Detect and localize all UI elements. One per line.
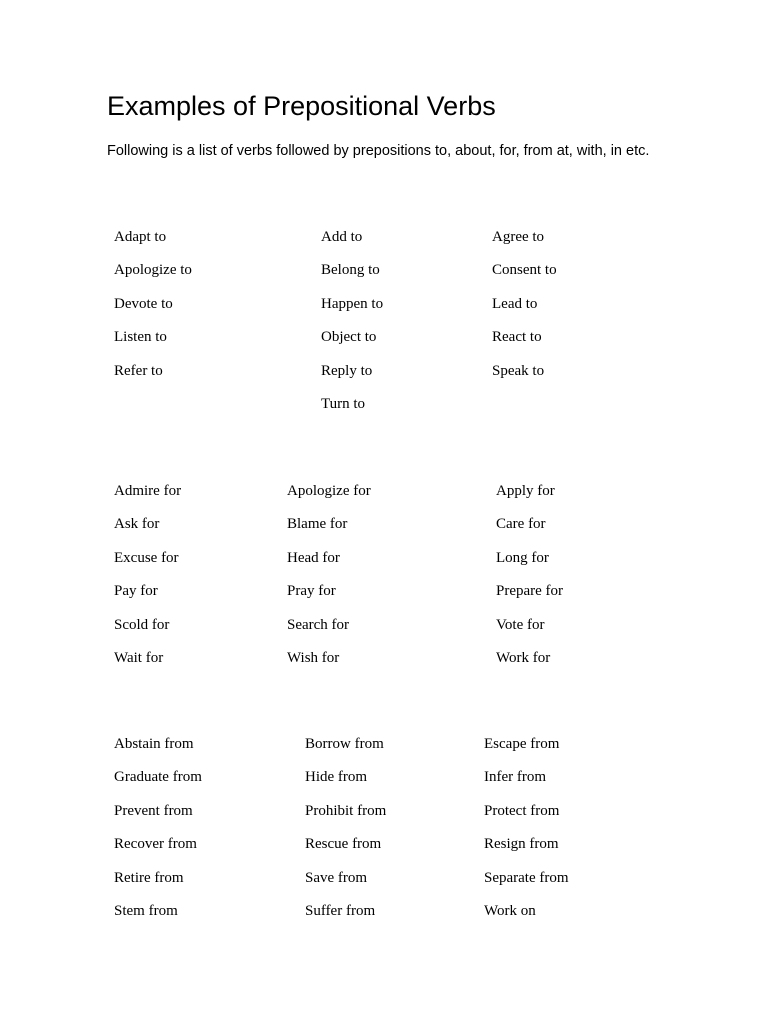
- verb-item: Adapt to: [114, 229, 167, 245]
- verb-item: Resign from: [484, 836, 559, 853]
- verb-item: Search for: [287, 616, 350, 633]
- verb-item: Vote for: [496, 616, 545, 633]
- verb-item: Stem from: [114, 902, 178, 919]
- verb-item: Save from: [305, 869, 368, 886]
- verb-item: Prepare for: [496, 583, 564, 600]
- verb-item: Suffer from: [305, 902, 376, 919]
- verb-item: Work on: [484, 902, 536, 919]
- verb-item: Admire for: [114, 483, 182, 499]
- verb-item: Blame for: [287, 516, 348, 533]
- verb-item: Retire from: [114, 869, 184, 886]
- verb-item: Ask for: [114, 516, 160, 533]
- page-title: Examples of Prepositional Verbs: [107, 91, 496, 121]
- verb-column: [114, 227, 192, 394]
- intro-paragraph: Following is a list of verbs followed by prepositions to, about, for, from at, with, in etc.: [107, 143, 650, 159]
- verb-item: Turn to: [321, 395, 366, 412]
- verb-item: Reply to: [321, 362, 373, 379]
- verb-item: Apologize to: [114, 262, 192, 279]
- verb-item: Long for: [496, 549, 549, 566]
- verb-item: Lead to: [492, 295, 538, 312]
- verb-item: Rescue from: [305, 836, 382, 853]
- verb-item: React to: [492, 329, 542, 346]
- verb-item: Wish for: [287, 649, 340, 666]
- verb-item: Graduate from: [114, 769, 202, 786]
- verb-column: [114, 734, 202, 934]
- verb-item: Happen to: [321, 295, 384, 312]
- verb-item: Object to: [321, 329, 377, 346]
- verb-column: [321, 227, 383, 427]
- verb-item: Prevent from: [114, 802, 193, 819]
- verb-item: Abstain from: [114, 736, 194, 752]
- verb-item: Separate from: [484, 869, 569, 886]
- verb-item: Listen to: [114, 329, 167, 346]
- verb-item: Recover from: [114, 836, 197, 853]
- verb-item: Speak to: [492, 362, 545, 379]
- verb-column: [114, 481, 181, 681]
- verb-item: Protect from: [484, 802, 560, 819]
- verb-item: Head for: [287, 549, 340, 566]
- verb-item: Wait for: [114, 649, 164, 666]
- verb-item: Hide from: [305, 769, 368, 786]
- verb-item: Agree to: [492, 229, 545, 245]
- verb-item: Infer from: [484, 769, 547, 786]
- verb-item: Borrow from: [305, 736, 384, 752]
- verb-column: [287, 481, 371, 681]
- verb-item: Escape from: [484, 736, 560, 752]
- verb-item: Scold for: [114, 616, 170, 633]
- verb-column: [484, 734, 569, 934]
- verb-item: Pay for: [114, 583, 158, 600]
- verb-item: Work for: [496, 649, 551, 666]
- verb-column: [305, 734, 386, 934]
- verb-column: [496, 481, 563, 681]
- verb-item: Belong to: [321, 262, 380, 279]
- verb-item: Refer to: [114, 362, 163, 379]
- verb-column: [492, 227, 557, 394]
- verb-item: Apologize for: [287, 483, 371, 499]
- verb-item: Pray for: [287, 583, 336, 600]
- verb-item: Add to: [321, 229, 363, 245]
- verb-item: Care for: [496, 516, 546, 533]
- verb-item: Consent to: [492, 262, 557, 279]
- verb-item: Apply for: [496, 483, 555, 499]
- verb-item: Devote to: [114, 295, 173, 312]
- verb-item: Prohibit from: [305, 802, 387, 819]
- verb-item: Excuse for: [114, 549, 179, 566]
